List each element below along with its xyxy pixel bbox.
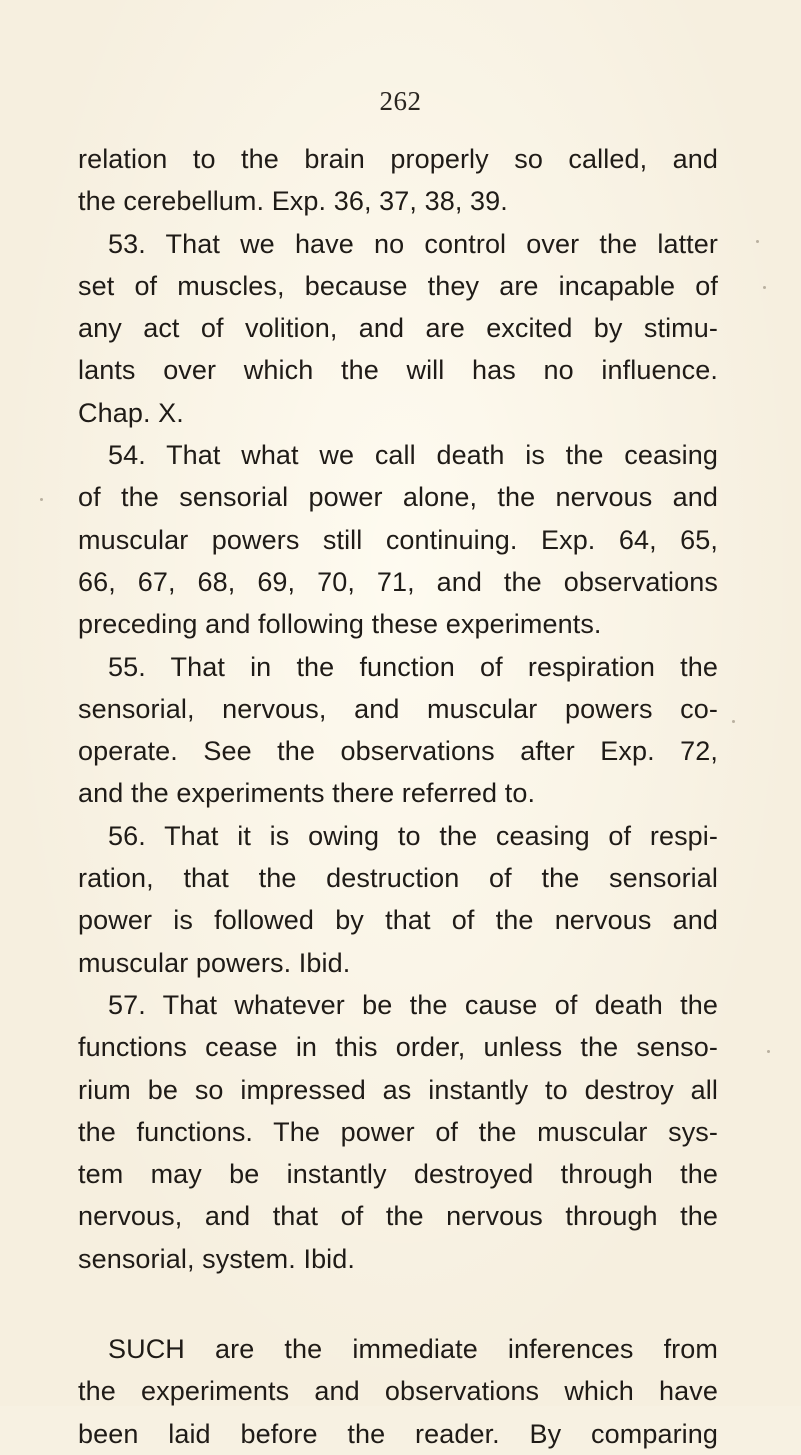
- text-line: the experiments and observations which have: [78, 1376, 718, 1407]
- text-line: functions cease in this order, unless the senso-: [78, 1032, 718, 1063]
- text-line: tem may be instantly destroyed through the: [78, 1159, 718, 1190]
- text-line: 53. That we have no control over the latter: [108, 228, 718, 259]
- text-line: ration, that the destruction of the sensorial: [78, 863, 718, 894]
- text-line: lants over which the will has no influence.: [78, 355, 718, 386]
- paper-speck: [767, 1050, 770, 1053]
- text-line: relation to the brain properly so called, and: [78, 144, 718, 174]
- text-line: any act of volition, and are excited by stimu-: [78, 313, 718, 344]
- text-line: 56. That it is owing to the ceasing of respi-: [108, 820, 718, 851]
- text-line: muscular powers. Ibid.: [78, 947, 351, 978]
- text-line: and the experiments there referred to.: [78, 778, 536, 809]
- text-line: 66, 67, 68, 69, 70, 71, and the observations: [78, 566, 718, 597]
- paper-speck: [732, 720, 735, 723]
- text-line: of the sensorial power alone, the nervous and: [78, 482, 718, 513]
- text-line: 57. That whatever be the cause of death the: [108, 989, 718, 1020]
- text-line: sensorial, system. Ibid.: [78, 1243, 356, 1274]
- closing-paragraph: [78, 1328, 718, 1455]
- text-line: 55. That in the function of respiration the: [108, 651, 718, 682]
- text-line: the cerebellum. Exp. 36, 37, 38, 39.: [78, 186, 508, 217]
- text-line: muscular powers still continuing. Exp. 64, 65,: [78, 524, 718, 555]
- text-line: set of muscles, because they are incapable of: [78, 270, 718, 301]
- numbered-inferences: [78, 138, 718, 1280]
- text-line: operate. See the observations after Exp. 72,: [78, 736, 718, 767]
- text-line: sensorial, nervous, and muscular powers co-: [78, 693, 718, 724]
- paper-speck: [763, 286, 766, 289]
- text-line: SUCH are the immediate inferences from: [108, 1334, 718, 1365]
- paper-speck: [40, 498, 43, 501]
- paragraph-gap: [78, 1280, 718, 1328]
- text-line: power is followed by that of the nervous and: [78, 905, 718, 936]
- page-number: 262: [379, 86, 422, 116]
- text-line: been laid before the reader. By comparing: [78, 1418, 718, 1449]
- text-line: preceding and following these experiments.: [78, 609, 602, 640]
- text-line: rium be so impressed as instantly to destroy all: [78, 1074, 718, 1105]
- text-line: Chap. X.: [78, 397, 184, 428]
- paper-speck: [756, 240, 759, 243]
- text-line: nervous, and that of the nervous through the: [78, 1201, 718, 1232]
- text-line: 54. That what we call death is the ceasing: [108, 440, 718, 471]
- text-line: the functions. The power of the muscular sys-: [78, 1116, 718, 1147]
- body-text: [78, 138, 718, 1455]
